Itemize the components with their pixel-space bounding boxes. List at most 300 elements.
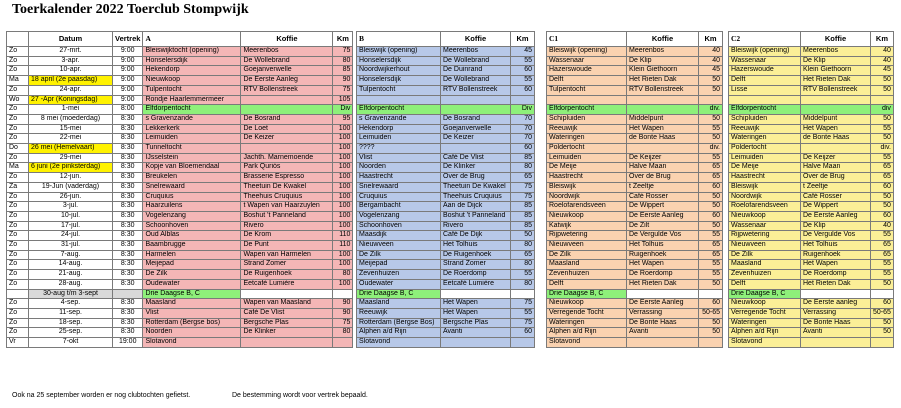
row-date: 15-mei: [29, 124, 113, 134]
row-km: 50: [699, 221, 723, 231]
row-coffee-stop: Theehuis Cruquius: [241, 192, 333, 202]
row-coffee-stop: [801, 105, 871, 115]
row-coffee-stop: Middelpunt: [627, 114, 699, 124]
table-row: [547, 270, 723, 280]
table-row: [729, 289, 894, 299]
row-day: Zo: [7, 299, 29, 309]
row-coffee-stop: Halve Maan: [627, 163, 699, 173]
row-date: 8 mei (moederdag): [29, 114, 113, 124]
row-departure: 8:30: [113, 231, 143, 241]
row-coffee-stop: Over de Brug: [441, 173, 511, 183]
table-row: [729, 270, 894, 280]
row-km: 65: [699, 250, 723, 260]
table-row: [729, 328, 894, 338]
table-row: [357, 95, 535, 105]
row-coffee-stop: De Wollebrand: [441, 56, 511, 66]
table-row: [547, 66, 723, 76]
row-destination: Zevenhuizen: [357, 270, 441, 280]
row-destination: Verregende Tocht: [547, 308, 627, 318]
row-day: Ma: [7, 76, 29, 86]
row-date: 14-aug.: [29, 260, 113, 270]
row-km: 100: [333, 250, 353, 260]
row-destination: Nieuwveen: [357, 241, 441, 251]
row-destination: De Zilk: [357, 250, 441, 260]
table-row: [357, 124, 535, 134]
header-coffee: Koffie: [627, 32, 699, 47]
row-km: 100: [333, 192, 353, 202]
row-departure: 8:30: [113, 163, 143, 173]
row-day: Zo: [7, 211, 29, 221]
row-destination: Wateringen: [547, 134, 627, 144]
row-km: 85: [333, 66, 353, 76]
row-departure: 8:30: [113, 241, 143, 251]
row-coffee-stop: Jachth. Marnemoende: [241, 153, 333, 163]
table-row: [729, 308, 894, 318]
row-date: 10-apr.: [29, 66, 113, 76]
table-row: [7, 153, 353, 163]
row-coffee-stop: De Keizer: [241, 134, 333, 144]
row-destination: Lisse: [729, 85, 801, 95]
row-day: Zo: [7, 260, 29, 270]
row-coffee-stop: [441, 105, 511, 115]
row-coffee-stop: de Bonte Haas: [801, 134, 871, 144]
table-row: [729, 47, 894, 57]
row-departure: 8:30: [113, 211, 143, 221]
table-row: [729, 250, 894, 260]
row-destination: ????: [357, 144, 441, 154]
table-row: [547, 192, 723, 202]
row-coffee-stop: Café De Vlist: [241, 308, 333, 318]
table-row: [7, 182, 353, 192]
row-coffee-stop: Het Tolhuis: [627, 241, 699, 251]
row-km: div.: [699, 144, 723, 154]
row-destination: Rijpwetering: [547, 231, 627, 241]
row-coffee-stop: Rivero: [241, 221, 333, 231]
row-destination: Nieuwveen: [729, 241, 801, 251]
row-km: div.: [699, 105, 723, 115]
row-km: 40: [699, 47, 723, 57]
table-row: [547, 182, 723, 192]
row-coffee-stop: Ruigenhoek: [627, 250, 699, 260]
row-km: 100: [333, 221, 353, 231]
row-km: 60: [511, 66, 535, 76]
header-day: [7, 32, 29, 47]
row-date: 12-jun.: [29, 173, 113, 183]
row-destination: Verregende Tocht: [729, 308, 801, 318]
row-day: Zo: [7, 105, 29, 115]
table-row: [7, 95, 353, 105]
table-row: [729, 182, 894, 192]
row-day: Zo: [7, 202, 29, 212]
row-day: Zo: [7, 250, 29, 260]
row-coffee-stop: De Eerste aanleg: [801, 299, 871, 309]
table-row: [357, 318, 535, 328]
row-km: 100: [333, 279, 353, 289]
row-departure: 8:30: [113, 279, 143, 289]
row-departure: 8:30: [113, 173, 143, 183]
row-coffee-stop: Meerenbos: [801, 47, 871, 57]
row-km: 65: [871, 173, 894, 183]
row-coffee-stop: De Klinker: [241, 328, 333, 338]
row-coffee-stop: t Zeeltje: [801, 182, 871, 192]
row-coffee-stop: Bergsche Plas: [241, 318, 333, 328]
row-coffee-stop: t Zeeltje: [627, 182, 699, 192]
row-km: 80: [511, 163, 535, 173]
row-destination: [357, 95, 441, 105]
row-coffee-stop: [801, 95, 871, 105]
row-km: 85: [511, 202, 535, 212]
table-row: [357, 231, 535, 241]
row-km: 100: [333, 211, 353, 221]
row-km: 50: [511, 231, 535, 241]
row-departure: 8:30: [113, 144, 143, 154]
row-destination: Nieuwkoop: [547, 299, 627, 309]
row-km: 75: [333, 318, 353, 328]
row-coffee-stop: De Roerdomp: [801, 270, 871, 280]
row-km: 40: [871, 56, 894, 66]
row-km: 75: [333, 85, 353, 95]
row-coffee-stop: Middelpunt: [801, 114, 871, 124]
row-day: Zo: [7, 270, 29, 280]
table-row: [547, 338, 723, 348]
row-km: [871, 95, 894, 105]
header-coffee: Koffie: [441, 32, 511, 47]
row-destination: Slotavond: [143, 338, 241, 348]
table-row: [729, 202, 894, 212]
row-coffee-stop: [441, 289, 511, 299]
row-coffee-stop: [441, 338, 511, 348]
row-coffee-stop: Strand Zomer: [241, 260, 333, 270]
row-departure: 8:30: [113, 299, 143, 309]
row-destination: Tulpentocht: [143, 85, 241, 95]
row-coffee-stop: Café De Dijk: [441, 231, 511, 241]
row-km: 80: [511, 241, 535, 251]
row-destination: Slotavond: [547, 338, 627, 348]
row-date: 21-aug.: [29, 270, 113, 280]
row-destination: Wateringen: [729, 134, 801, 144]
row-km: 50: [871, 318, 894, 328]
table-row: [729, 211, 894, 221]
row-coffee-stop: [241, 338, 333, 348]
table-row: [7, 202, 353, 212]
table-row: [547, 299, 723, 309]
row-km: 40: [699, 56, 723, 66]
row-coffee-stop: Halve Maan: [801, 163, 871, 173]
table-row: [357, 202, 535, 212]
table-row: [357, 105, 535, 115]
table-row: [357, 85, 535, 95]
row-coffee-stop: Wapen van Harmelen: [241, 250, 333, 260]
row-km: 55: [511, 308, 535, 318]
table-row: [547, 105, 723, 115]
row-destination: Bleiswijktocht (opening): [143, 47, 241, 57]
row-coffee-stop: De Duinrand: [441, 66, 511, 76]
row-km: 55: [871, 124, 894, 134]
table-row: [7, 250, 353, 260]
row-coffee-stop: Klein Giethoorn: [801, 66, 871, 76]
row-day: Zo: [7, 56, 29, 66]
row-km: 65: [511, 173, 535, 183]
table-row: [729, 279, 894, 289]
row-km: 100: [333, 202, 353, 212]
row-coffee-stop: [241, 144, 333, 154]
row-destination: Slotavond: [729, 338, 801, 348]
table-row: [547, 56, 723, 66]
schedule-table-c1: [546, 31, 723, 348]
row-coffee-stop: De Vergulde Vos: [627, 231, 699, 241]
row-destination: Bleiswijk (opening): [729, 47, 801, 57]
row-coffee-stop: De Vergulde Vos: [801, 231, 871, 241]
table-row: [547, 114, 723, 124]
row-km: 65: [871, 250, 894, 260]
row-km: 100: [333, 153, 353, 163]
row-km: 60: [871, 299, 894, 309]
row-date: 26 mei (Hemelvaart): [29, 144, 113, 154]
row-destination: Oudewater: [357, 279, 441, 289]
row-km: 100: [333, 260, 353, 270]
row-departure: 9:00: [113, 76, 143, 86]
row-destination: Nieuwkoop: [143, 76, 241, 86]
row-km: 100: [333, 173, 353, 183]
row-coffee-stop: Het Rieten Dak: [801, 279, 871, 289]
row-coffee-stop: Theetuin De Kwakel: [241, 182, 333, 192]
row-destination: Rotterdam (Bergse Bos): [357, 318, 441, 328]
row-km: 100: [333, 182, 353, 192]
row-km: 50: [871, 192, 894, 202]
row-coffee-stop: De Keijzer: [801, 153, 871, 163]
table-row: [357, 260, 535, 270]
row-destination: Hekendorp: [357, 124, 441, 134]
row-day: Zo: [7, 279, 29, 289]
row-destination: Snelrewaard: [143, 182, 241, 192]
table-row: [547, 85, 723, 95]
row-km: 50: [871, 114, 894, 124]
table-row: [547, 153, 723, 163]
row-destination: Tunneltocht: [143, 144, 241, 154]
table-row: [547, 134, 723, 144]
row-destination: Elfdorpentocht: [547, 105, 627, 115]
row-coffee-stop: Het Wapen: [441, 299, 511, 309]
row-departure: 9:00: [113, 85, 143, 95]
row-coffee-stop: Avanti: [801, 328, 871, 338]
row-date: 1-mei: [29, 105, 113, 115]
row-coffee-stop: Meerenbos: [441, 47, 511, 57]
row-km: 55: [699, 270, 723, 280]
table-row: [729, 260, 894, 270]
row-coffee-stop: De Ruigenhoek: [241, 270, 333, 280]
schedule-table-a: [6, 31, 353, 348]
row-coffee-stop: De Punt: [241, 241, 333, 251]
table-row: [7, 76, 353, 86]
table-row: [7, 308, 353, 318]
row-destination: Slotavond: [357, 338, 441, 348]
row-destination: Roelofarendsveen: [729, 202, 801, 212]
row-destination: Katwijk: [547, 221, 627, 231]
row-destination: Poldertocht: [729, 144, 801, 154]
row-km: 55: [871, 270, 894, 280]
row-departure: 8:00: [113, 105, 143, 115]
row-km: 65: [699, 173, 723, 183]
row-km: [699, 338, 723, 348]
row-coffee-stop: Boshut 't Panneland: [441, 211, 511, 221]
table-row: [357, 308, 535, 318]
table-row: [357, 299, 535, 309]
row-destination: Nieuwkoop: [729, 299, 801, 309]
row-destination: Delft: [729, 76, 801, 86]
row-destination: Rijpwetering: [729, 231, 801, 241]
row-destination: Schoonhoven: [357, 221, 441, 231]
row-destination: Alphen a/d Rijn: [357, 328, 441, 338]
row-date: 17-jul.: [29, 221, 113, 231]
row-coffee-stop: Boshut 't Panneland: [241, 211, 333, 221]
row-km: 75: [511, 182, 535, 192]
table-row: [7, 144, 353, 154]
row-date: 18 april (2e paasdag): [29, 76, 113, 86]
row-destination: Haastrecht: [729, 173, 801, 183]
row-departure: 8:30: [113, 124, 143, 134]
row-km: 60: [699, 182, 723, 192]
row-date: 7-aug.: [29, 250, 113, 260]
table-row: [729, 124, 894, 134]
row-coffee-stop: [627, 338, 699, 348]
table-row: [357, 279, 535, 289]
row-date: 4-sep.: [29, 299, 113, 309]
row-km: 110: [333, 231, 353, 241]
row-coffee-stop: [627, 144, 699, 154]
row-coffee-stop: Goejanverwelle: [441, 124, 511, 134]
row-km: 50: [871, 85, 894, 95]
row-km: 50: [699, 279, 723, 289]
row-day: Zo: [7, 192, 29, 202]
row-destination: Meijepad: [143, 260, 241, 270]
row-date: 27-mrt.: [29, 47, 113, 57]
row-day: Zo: [7, 173, 29, 183]
row-destination: Honselersdijk: [357, 56, 441, 66]
row-km: 50: [871, 134, 894, 144]
row-coffee-stop: De Roerdomp: [627, 270, 699, 280]
row-coffee-stop: De Wollebrand: [441, 76, 511, 86]
row-destination: Baambrugge: [143, 241, 241, 251]
row-day: Zo: [7, 221, 29, 231]
row-km: 100: [333, 144, 353, 154]
row-km: [511, 289, 535, 299]
row-km: 65: [871, 163, 894, 173]
row-km: 105: [333, 95, 353, 105]
row-destination: Drie Daagse B, C: [729, 289, 801, 299]
schedule-table-b: [356, 31, 535, 348]
table-row: [729, 95, 894, 105]
table-row: [357, 163, 535, 173]
table-row: [7, 270, 353, 280]
row-day: Zo: [7, 114, 29, 124]
row-coffee-stop: [241, 95, 333, 105]
row-coffee-stop: Rivero: [441, 221, 511, 231]
row-departure: 19:00: [113, 338, 143, 348]
row-km: 50: [871, 328, 894, 338]
row-day: [7, 289, 29, 299]
row-destination: Nieuwkoop: [547, 211, 627, 221]
row-coffee-stop: De Klinker: [441, 163, 511, 173]
row-date: 19-Jun (vaderdag): [29, 182, 113, 192]
table-row: [729, 299, 894, 309]
row-km: 55: [511, 270, 535, 280]
row-destination: Haastrecht: [357, 173, 441, 183]
row-coffee-stop: Meerenbos: [627, 47, 699, 57]
row-date: 31-jul.: [29, 241, 113, 251]
row-coffee-stop: Park Quriós: [241, 163, 333, 173]
row-date: 25-sep.: [29, 328, 113, 338]
row-coffee-stop: RTV Bollenstreek: [801, 85, 871, 95]
row-km: 50: [699, 318, 723, 328]
row-date: 7-okt: [29, 338, 113, 348]
row-day: Zo: [7, 124, 29, 134]
table-row: [357, 270, 535, 280]
row-coffee-stop: De Keizer: [441, 134, 511, 144]
row-departure: 8:30: [113, 308, 143, 318]
row-destination: Leimuiden: [729, 153, 801, 163]
row-km: 75: [511, 299, 535, 309]
row-coffee-stop: Café Rosser: [627, 192, 699, 202]
row-destination: Oud Alblas: [143, 231, 241, 241]
row-destination: Wateringen: [729, 318, 801, 328]
row-destination: Elfdorpentocht: [143, 105, 241, 115]
row-destination: Cruquius: [357, 192, 441, 202]
row-departure: 8:30: [113, 270, 143, 280]
row-km: [699, 95, 723, 105]
row-day: Ma: [7, 163, 29, 173]
table-row: [7, 211, 353, 221]
row-destination: Elfdorpentocht: [357, 105, 441, 115]
row-coffee-stop: RTV Bollenstreek: [627, 85, 699, 95]
row-km: 55: [871, 153, 894, 163]
row-coffee-stop: Het Wapen: [801, 260, 871, 270]
row-day: Zo: [7, 153, 29, 163]
row-coffee-stop: Het Wapen: [627, 124, 699, 134]
row-destination: Vogelenzang: [357, 211, 441, 221]
row-destination: Tulpentocht: [357, 85, 441, 95]
header-km: Km: [511, 32, 535, 47]
table-row: [7, 338, 353, 348]
row-destination: Drie Daagse B, C: [357, 289, 441, 299]
row-coffee-stop: [627, 95, 699, 105]
table-row: [729, 85, 894, 95]
table-row: [357, 134, 535, 144]
row-coffee-stop: De Wippert: [627, 202, 699, 212]
row-destination: Rondje Haarlemmermeer: [143, 95, 241, 105]
table-row: [357, 66, 535, 76]
row-date: 24-jul.: [29, 231, 113, 241]
table-row: [7, 56, 353, 66]
row-km: 95: [333, 114, 353, 124]
row-coffee-stop: De Keijzer: [627, 153, 699, 163]
row-km: 50: [699, 85, 723, 95]
row-destination: Wassenaar: [729, 56, 801, 66]
row-destination: Bleiswijk (opening): [357, 47, 441, 57]
row-coffee-stop: Het Rieten Dak: [627, 279, 699, 289]
row-destination: Maasdijk: [357, 231, 441, 241]
table-row: [729, 105, 894, 115]
row-destination: Bergambacht: [357, 202, 441, 212]
row-km: 50: [871, 76, 894, 86]
row-coffee-stop: De Klip: [801, 56, 871, 66]
row-destination: Noordwijk: [547, 192, 627, 202]
header-km: Km: [699, 32, 723, 47]
table-row: [357, 153, 535, 163]
row-departure: 8:30: [113, 202, 143, 212]
table-row: [547, 173, 723, 183]
row-day: Zo: [7, 134, 29, 144]
header-coffee: Koffie: [801, 32, 871, 47]
